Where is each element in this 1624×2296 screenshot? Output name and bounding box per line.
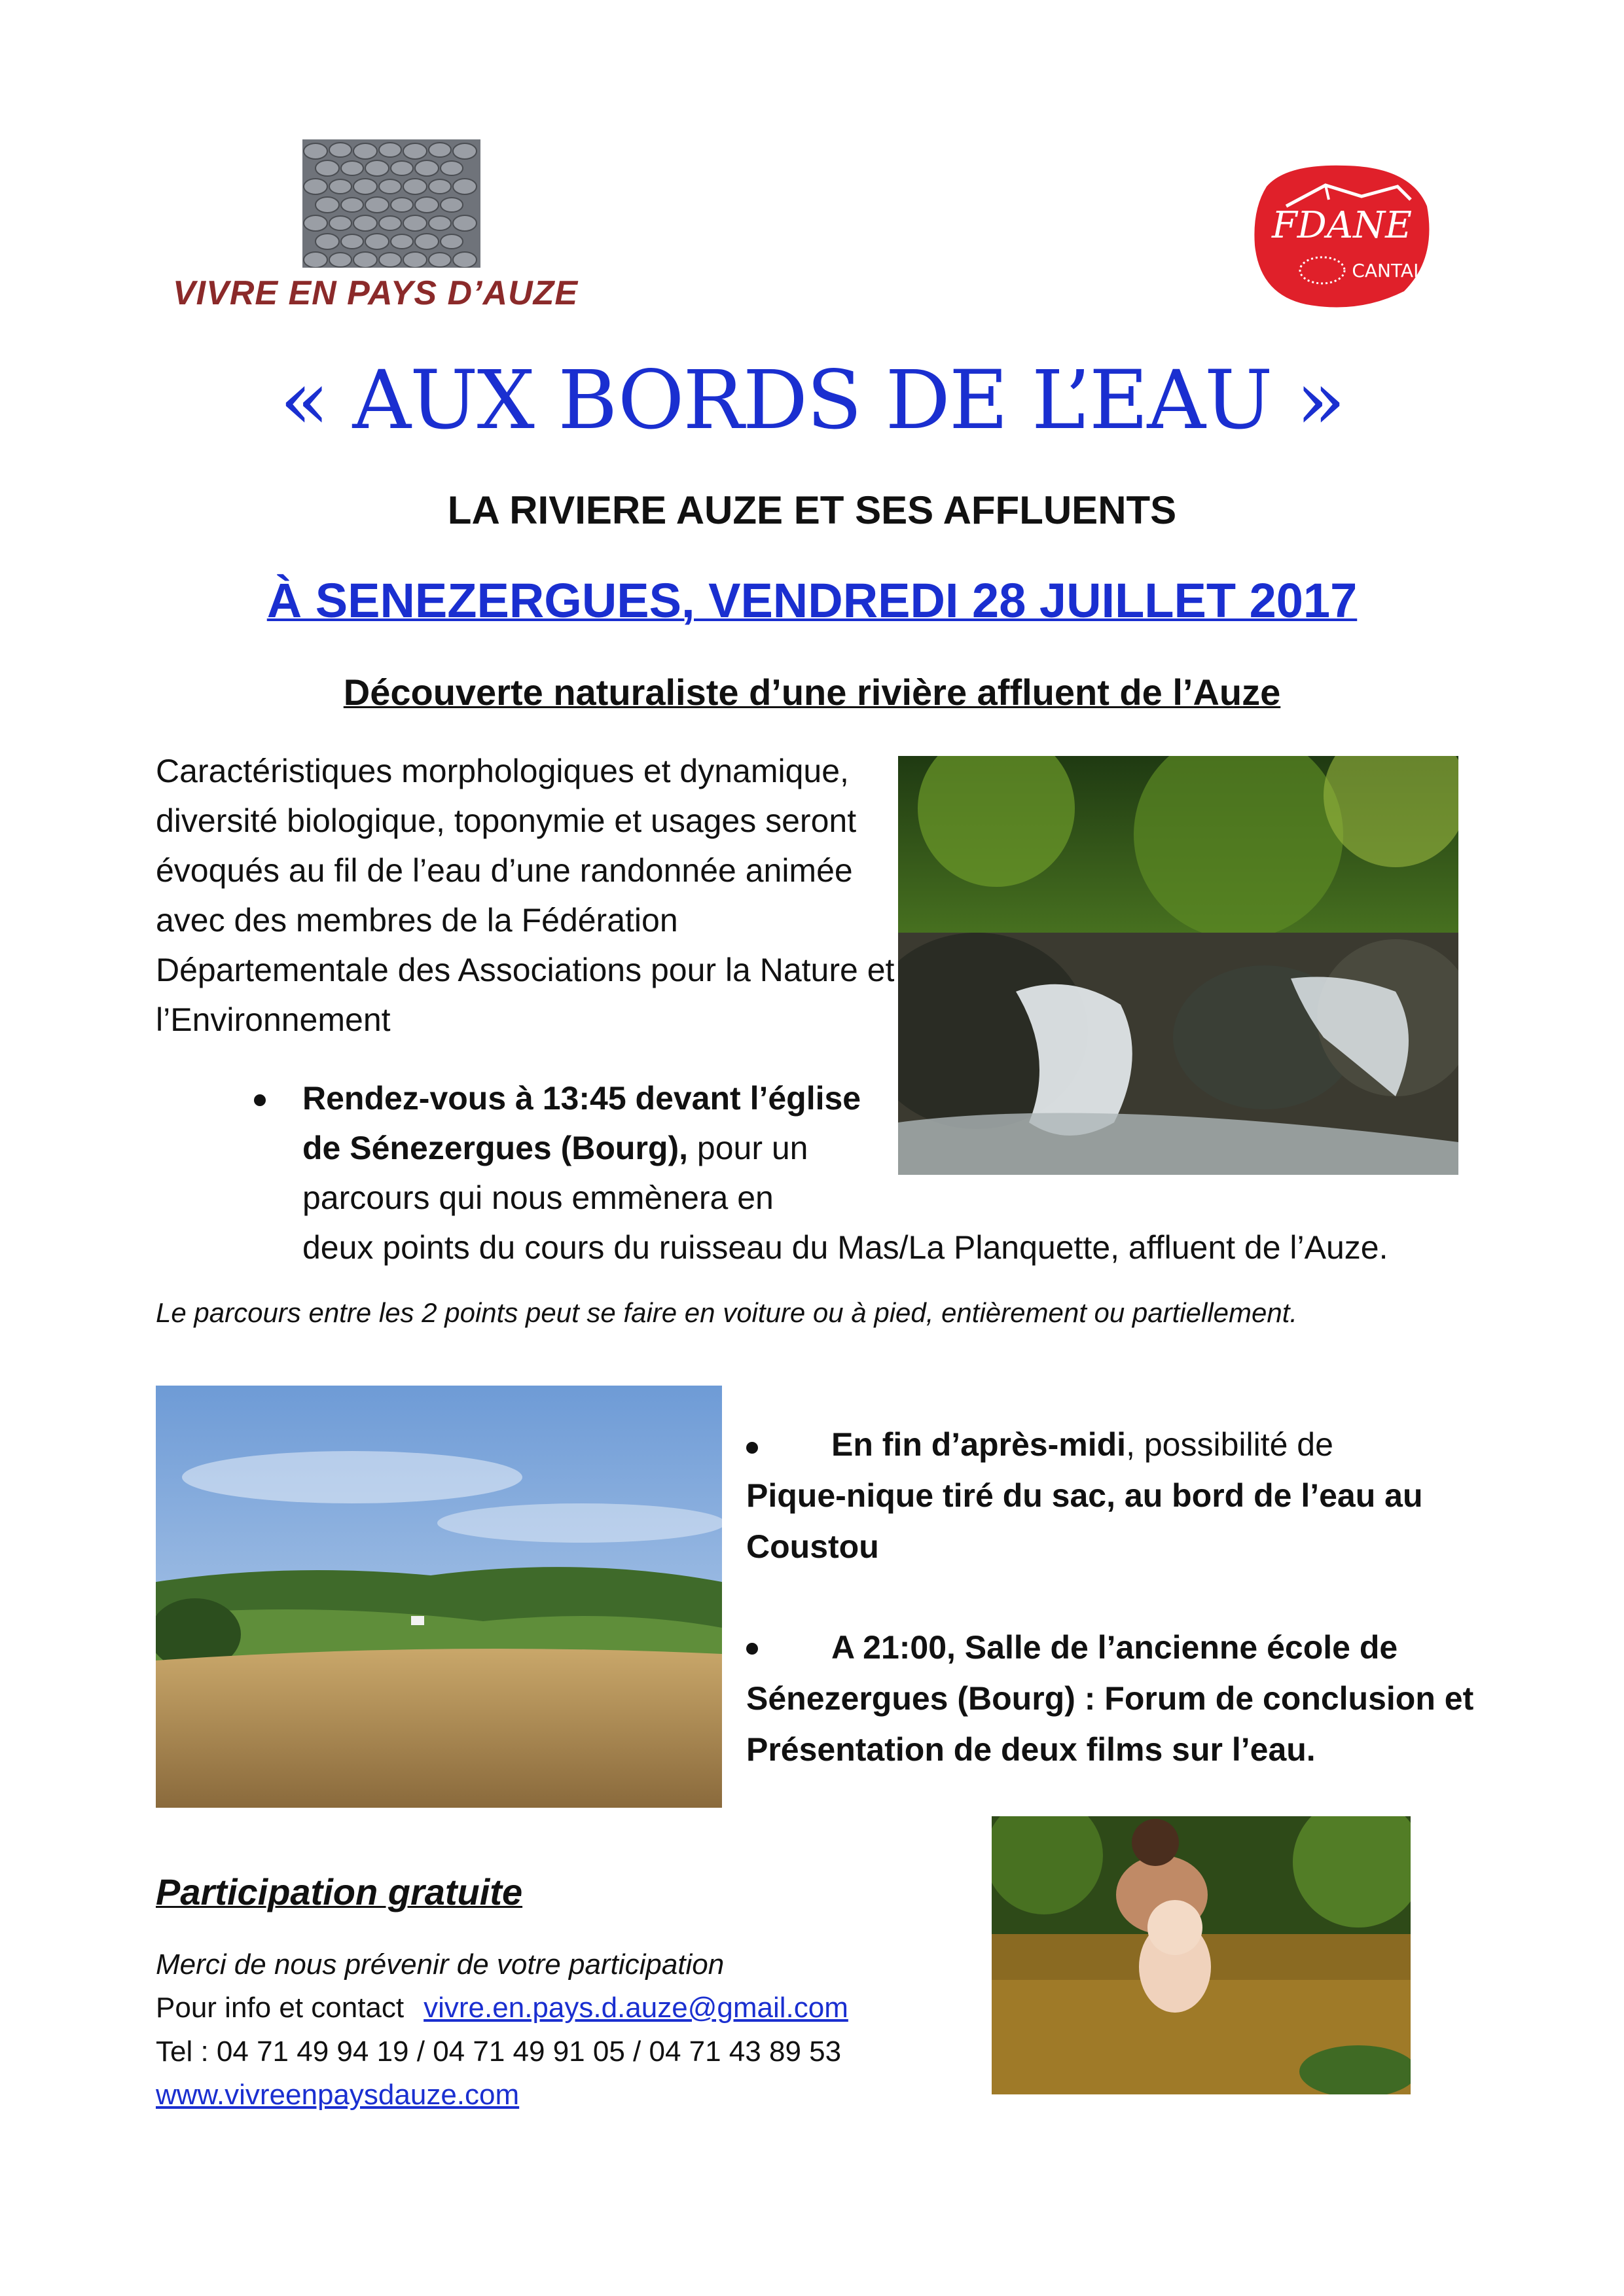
picnic-text: Pique-nique tiré du sac, au bord de l’eau au Coustou [746, 1477, 1423, 1565]
night-text: A 21:00, Salle de l’ancienne école de Sénezergues (Bourg) : Forum de conclusion et Présentation de deux films sur l’eau. [746, 1629, 1474, 1768]
rendezvous-bold: Rendez-vous à 13:45 devant l’église de Sénezergues (Bourg), [302, 1080, 861, 1166]
email-link[interactable]: vivre.en.pays.d.auze@gmail.com [424, 1992, 848, 2024]
rendezvous-continuation: deux points du cours du ruisseau du Mas/La Planquette, affluent de l’Auze. [302, 1229, 1388, 1266]
website-link[interactable]: www.vivreenpaysdauze.com [156, 2079, 520, 2111]
bullet-rendezvous [254, 1094, 266, 1106]
logo-text-bottom: CANTAL [1352, 260, 1424, 281]
rendezvous-text [302, 1073, 892, 1223]
main-title: « AUX BORDS DE L’EAU » [280, 353, 1344, 448]
contact-label: Pour info et contact [156, 1992, 405, 2024]
org-name: VIVRE EN PAYS D’AUZE [173, 274, 579, 312]
intro-paragraph: Caractéristiques morphologiques et dynamique, diversité biologique, toponymie et usages seront évoqués au fil de l’eau d’une randonnée animée avec des membres de la Fédération Départementale des Associations pour la Nature et l’Environnement [156, 753, 895, 1038]
contact-line [156, 1992, 848, 2024]
logo-text-top: FDANE [1271, 204, 1413, 247]
phone-numbers: Tel : 04 71 49 94 19 / 04 71 49 91 05 / 04 71 43 89 53 [156, 2036, 842, 2068]
participation-heading: Participation gratuite [156, 1871, 523, 1912]
bathing-photo [992, 1816, 1411, 2094]
event-date-line: À SENEZERGUES, VENDREDI 28 JUILLET 2017 [266, 573, 1358, 628]
parcours-note: Le parcours entre les 2 points peut se faire en voiture ou à pied, entièrement ou partiellement. [156, 1297, 1298, 1328]
evening-text [746, 1419, 1506, 1572]
evening-rest: , possibilité de [1126, 1426, 1333, 1463]
cobblestone-image [302, 139, 480, 268]
landscape-photo [156, 1386, 722, 1808]
thanks-text: Merci de nous prévenir de votre participation [156, 1948, 725, 1981]
river-photo [898, 756, 1458, 1175]
discovery-heading: Découverte naturaliste d’une rivière affluent de l’Auze [343, 672, 1281, 713]
subtitle: LA RIVIERE AUZE ET SES AFFLUENTS [447, 488, 1177, 532]
rendezvous-rest: pour un parcours qui nous emmènera en [302, 1130, 808, 1216]
evening-bold: En fin d’après-midi [831, 1426, 1127, 1463]
fdane-logo [1247, 160, 1437, 311]
